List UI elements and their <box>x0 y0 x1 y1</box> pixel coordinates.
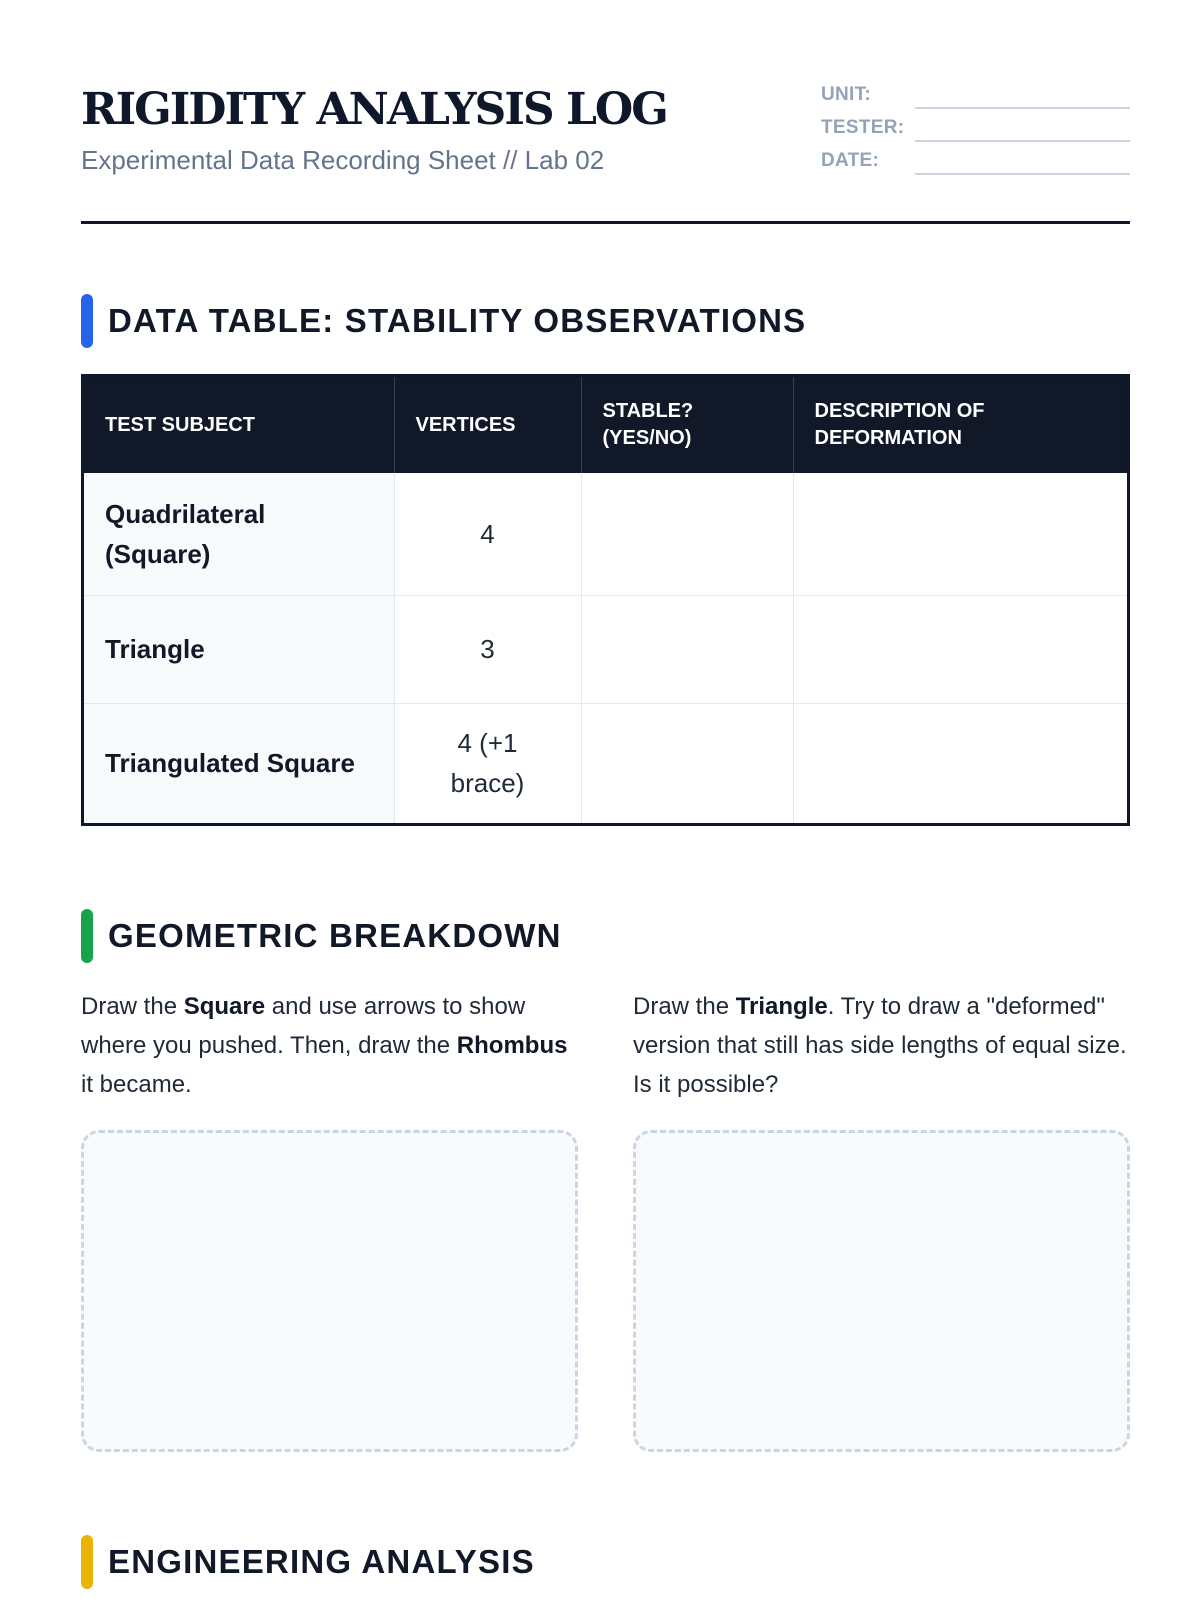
column-header-vertices: VERTICES <box>394 377 581 473</box>
date-label: DATE: <box>821 150 880 171</box>
date-input-line[interactable] <box>915 173 1130 175</box>
instruction-text: . Try to draw a "deformed" version that still has side lengths of equal size. Is it possible? <box>633 993 1127 1098</box>
cell-stable-input[interactable] <box>581 703 793 823</box>
page-title: RIGIDITY ANALYSIS LOG <box>81 84 667 135</box>
section-data-table-heading <box>81 294 1130 348</box>
column-header-test-subject: TEST SUBJECT <box>84 377 394 473</box>
section-title: DATA TABLE: STABILITY OBSERVATIONS <box>108 302 807 339</box>
unit-field[interactable] <box>821 84 1130 114</box>
table-row <box>84 595 1127 703</box>
tester-field[interactable] <box>821 117 1130 147</box>
cell-description-input[interactable] <box>793 595 1127 703</box>
unit-label: UNIT: <box>821 84 872 105</box>
cell-stable-input[interactable] <box>581 595 793 703</box>
instruction-text: and use arrows to show where you pushed. Then, draw the <box>81 993 526 1059</box>
worksheet-page <box>81 0 1130 1600</box>
page-subtitle: Experimental Data Recording Sheet // Lab 02 <box>81 145 605 175</box>
instruction-text: it became. <box>81 1071 192 1098</box>
cell-subject: Triangle <box>84 595 394 703</box>
cell-vertices: 4 (+1 brace) <box>394 703 581 823</box>
triangle-instructions <box>633 987 1128 1104</box>
square-instructions <box>81 987 576 1104</box>
date-field[interactable] <box>821 150 1130 180</box>
column-header-stable: STABLE? (YES/NO) <box>581 377 793 473</box>
table-header-row <box>84 377 1127 473</box>
column-header-description: DESCRIPTION OF DEFORMATION <box>793 377 1127 473</box>
tester-label: TESTER: <box>821 117 905 138</box>
instruction-text: Draw the <box>81 993 184 1020</box>
instruction-text: Draw the <box>633 993 736 1020</box>
section-accent-bar <box>81 294 93 348</box>
section-title: ENGINEERING ANALYSIS <box>108 1543 535 1580</box>
triangle-drawing-area[interactable] <box>633 1130 1130 1452</box>
section-engineering-heading <box>81 1535 1130 1589</box>
table-row <box>84 703 1127 823</box>
cell-subject: Triangulated Square <box>84 703 394 823</box>
square-drawing-area[interactable] <box>81 1130 578 1452</box>
header-divider <box>81 221 1130 224</box>
instruction-emphasis: Triangle <box>735 993 828 1020</box>
cell-description-input[interactable] <box>793 703 1127 823</box>
cell-vertices: 3 <box>394 595 581 703</box>
stability-table <box>81 374 1130 826</box>
section-geometric-heading <box>81 909 1130 963</box>
cell-description-input[interactable] <box>793 473 1127 595</box>
section-accent-bar <box>81 1535 93 1589</box>
unit-input-line[interactable] <box>915 107 1130 109</box>
table-row <box>84 473 1127 595</box>
cell-vertices: 4 <box>394 473 581 595</box>
tester-input-line[interactable] <box>915 140 1130 142</box>
cell-stable-input[interactable] <box>581 473 793 595</box>
instruction-emphasis: Rhombus <box>456 1032 568 1059</box>
header <box>81 84 1130 224</box>
section-accent-bar <box>81 909 93 963</box>
section-title: GEOMETRIC BREAKDOWN <box>108 917 562 954</box>
instruction-emphasis: Square <box>183 993 266 1020</box>
cell-subject: Quadrilateral (Square) <box>84 473 394 595</box>
